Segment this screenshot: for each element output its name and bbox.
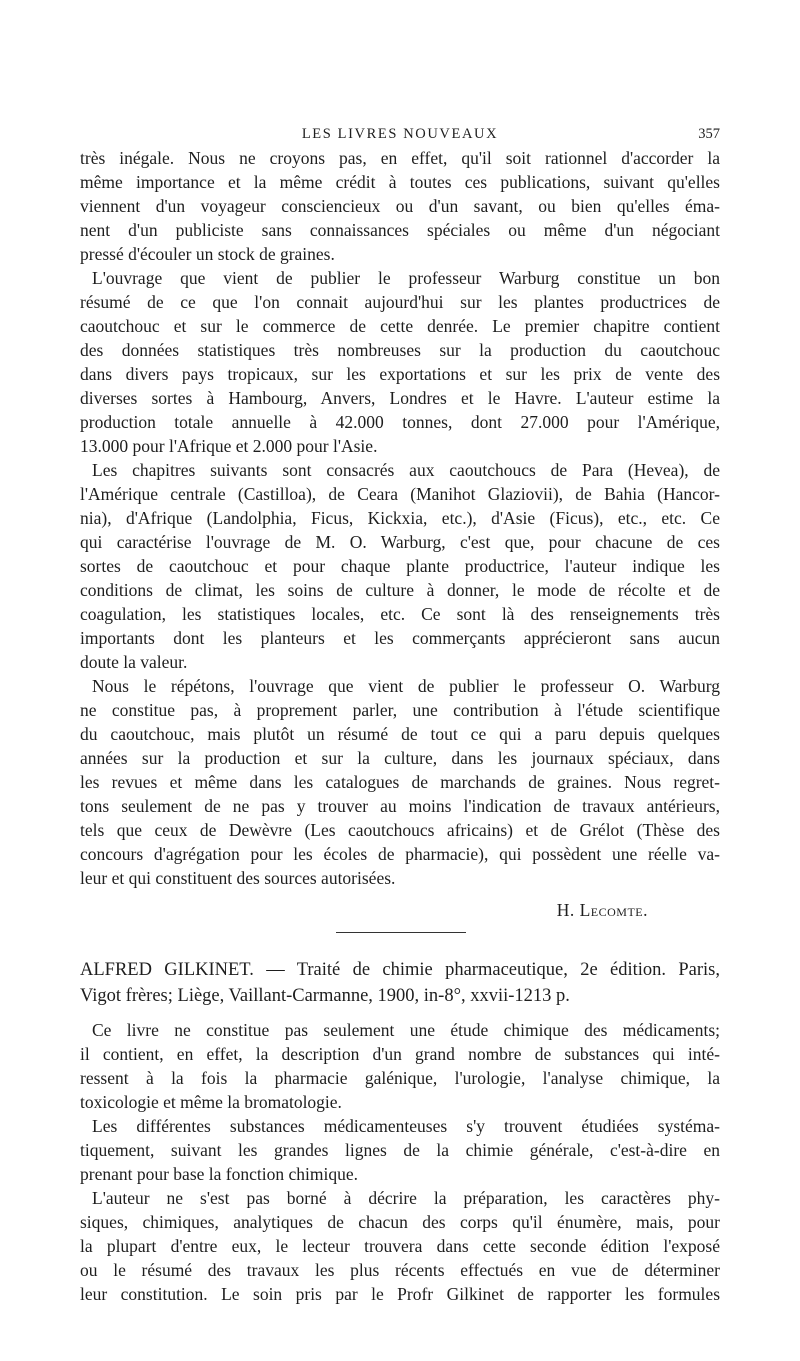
- text-line: Les différentes substances médicamenteuses s'y trouvent étudiées systéma-: [92, 1116, 720, 1136]
- text-line: qui caractérise l'ouvrage de M. O. Warburg, c'est que, pour chacune de ces: [80, 532, 720, 552]
- text-line: toxicologie et même la bromatologie.: [80, 1092, 342, 1112]
- text-line: Nous le répétons, l'ouvrage que vient de publier le professeur O. Warburg: [92, 676, 720, 696]
- text-line: l'Amérique centrale (Castilloa), de Ceara (Manihot Glaziovii), de Bahia (Hancor-: [80, 484, 720, 504]
- page-number: 357: [698, 126, 720, 142]
- text-line: très inégale. Nous ne croyons pas, en effet, qu'il soit rationnel d'accorder la: [80, 148, 720, 168]
- signature: H. Lecomte.: [556, 900, 648, 920]
- text-line: leur et qui constituent des sources autorisées.: [80, 868, 396, 888]
- text-line: même importance et la même crédit à toutes ces publications, suivant qu'elles: [80, 172, 720, 192]
- text-line: des données statistiques très nombreuses sur la production du caoutchouc: [80, 340, 720, 360]
- text-line: ressent à la fois la pharmacie galénique, l'urologie, l'analyse chimique, la: [80, 1068, 720, 1088]
- text-line: viennent d'un voyageur consciencieux ou d'un savant, ou bien qu'elles éma-: [80, 196, 720, 216]
- text-line: résumé de ce que l'on connait aujourd'hui sur les plantes productrices de: [80, 292, 720, 312]
- text-line: pressé d'écouler un stock de graines.: [80, 244, 335, 264]
- text-line: tels que ceux de Dewèvre (Les caoutchoucs africains) et de Grélot (Thèse des: [80, 820, 720, 840]
- text-line: dans divers pays tropicaux, sur les exportations et sur les prix de vente des: [80, 364, 720, 384]
- text-line: doute la valeur.: [80, 652, 188, 672]
- text-line: tiquement, suivant les grandes lignes de la chimie générale, c'est-à-dire en: [80, 1140, 720, 1160]
- bibliographic-entry: ALFRED GILKINET. — Traité de chimie pharmaceutique, 2e édition. Paris,: [80, 960, 720, 980]
- text-line: leur constitution. Le soin pris par le Profr Gilkinet de rapporter les formules: [80, 1284, 720, 1304]
- text-line: les revues et même dans les catalogues de marchands de graines. Nous regret-: [80, 772, 720, 792]
- text-line: nia), d'Afrique (Landolphia, Ficus, Kickxia, etc.), d'Asie (Ficus), etc., etc. Ce: [80, 508, 720, 528]
- text-line: 13.000 pour l'Afrique et 2.000 pour l'Asie.: [80, 436, 378, 456]
- text-line: prenant pour base la fonction chimique.: [80, 1164, 358, 1184]
- text-line: la plupart d'entre eux, le lecteur trouvera dans cette seconde édition l'exposé: [80, 1236, 720, 1256]
- text-line: il contient, en effet, la description d'un grand nombre de substances qui inté-: [80, 1044, 720, 1064]
- bibliographic-entry: Vigot frères; Liège, Vaillant-Carmanne, 1900, in-8°, xxvii-1213 p.: [80, 986, 570, 1006]
- text-line: caoutchouc et sur le commerce de cette denrée. Le premier chapitre contient: [80, 316, 720, 336]
- text-line: du caoutchouc, mais plutôt un résumé de tout ce qui a paru depuis quelques: [80, 724, 720, 744]
- text-line: sortes de caoutchouc et pour chaque plante productrice, l'auteur indique les: [80, 556, 720, 576]
- text-line: ou le résumé des travaux les plus récents effectués en vue de déterminer: [80, 1260, 720, 1280]
- text-line: diverses sortes à Hambourg, Anvers, Londres et le Havre. L'auteur estime la: [80, 388, 720, 408]
- text-line: années sur la production et sur la culture, dans les journaux spéciaux, dans: [80, 748, 720, 768]
- text-line: Les chapitres suivants sont consacrés aux caoutchoucs de Para (Hevea), de: [92, 460, 720, 480]
- text-line: importants dont les planteurs et les commerçants apprécieront sans aucun: [80, 628, 720, 648]
- running-title: LES LIVRES NOUVEAUX: [301, 126, 499, 142]
- text-line: L'ouvrage que vient de publier le professeur Warburg constitue un bon: [92, 268, 720, 288]
- text-line: ne constitue pas, à proprement parler, une contribution à l'étude scientifique: [80, 700, 720, 720]
- text-line: production totale annuelle à 42.000 tonnes, dont 27.000 pour l'Amérique,: [80, 412, 720, 432]
- section-divider: [336, 932, 466, 933]
- text-line: coagulation, les statistiques locales, etc. Ce sont là des renseignements très: [80, 604, 720, 624]
- text-line: nent d'un publiciste sans connaissances spéciales ou même d'un négociant: [80, 220, 720, 240]
- text-line: siques, chimiques, analytiques de chacun des corps qu'il énumère, mais, pour: [80, 1212, 720, 1232]
- text-line: L'auteur ne s'est pas borné à décrire la préparation, les caractères phy-: [92, 1188, 720, 1208]
- text-line: tons seulement de ne pas y trouver au moins l'indication de travaux antérieurs,: [80, 796, 720, 816]
- text-line: conditions de climat, les soins de culture à donner, le mode de récolte et de: [80, 580, 720, 600]
- text-line: Ce livre ne constitue pas seulement une étude chimique des médicaments;: [92, 1020, 720, 1040]
- text-line: concours d'agrégation pour les écoles de pharmacie), qui possèdent une réelle va-: [80, 844, 720, 864]
